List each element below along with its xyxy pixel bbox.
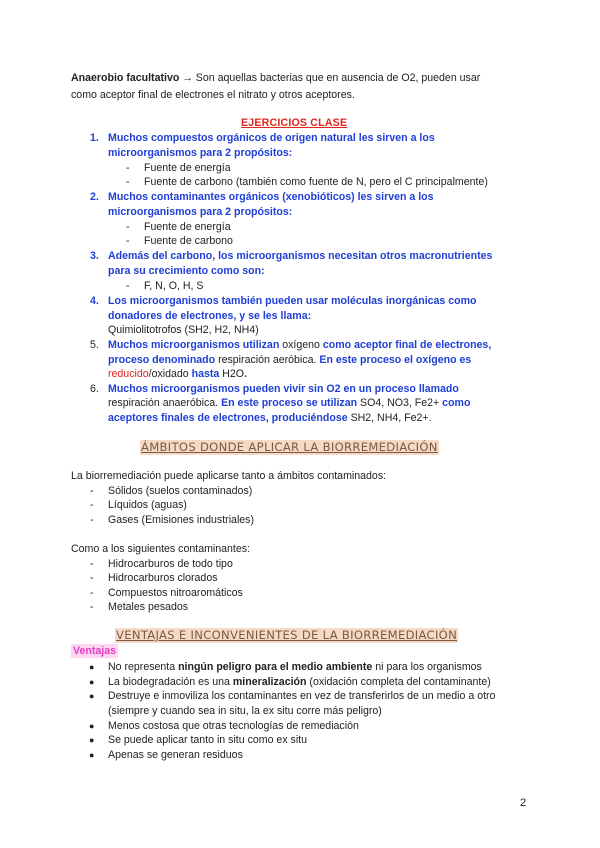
item-6-line-1: Muchos microorganismos pueden vivir sin O2 en un proceso llamado [108,383,459,395]
item-2-line-1: Muchos contaminantes orgánicos (xenobióticos) les sirven a los [108,191,434,203]
ventaja-1-c: ni para los organismos [372,661,482,673]
contaminante-item-3: Compuestos nitroaromáticos [108,587,243,599]
ejercicios-title: EJERCICIOS CLASE [241,117,348,129]
ventaja-6: Apenas se generan residuos [108,749,243,761]
ventaja-2-b: mineralización [232,676,307,688]
item-5-l2b: respiración aeróbica. [218,354,320,366]
dash-icon: - [90,514,94,526]
item-6-line-3 [108,411,432,425]
item-5-line-2 [108,353,471,367]
item-3-line-2: para su crecimiento como son: [108,265,265,277]
item-4-number: 4. [90,295,99,307]
dash-icon: - [90,499,94,511]
dash-icon: - [90,572,94,584]
dash-icon: - [126,235,130,247]
item-5-l3d: H2O [222,368,245,380]
ambitos-item-3: Gases (Emisiones industriales) [108,514,255,526]
item-5-l3e: . [244,368,248,380]
item-6-l2a: respiración anaeróbica. [108,397,222,409]
item-5-l1b: oxígeno [282,339,323,351]
intro-term: Anaerobio facultativo [71,72,180,84]
dash-icon: - [126,162,130,174]
contaminantes-intro: Como a los siguientes contaminantes: [71,543,251,555]
item-2-sub-1: Fuente de energía [144,221,231,233]
item-3-number: 3. [90,250,99,262]
ventaja-2 [108,675,491,689]
item-5-l1a: Muchos microorganismos utilizan [108,339,283,351]
ambitos-heading: ÁMBITOS DONDE APLICAR LA BIORREMEDIACIÓN [141,440,438,454]
ambitos-item-2: Líquidos (aguas) [108,499,187,511]
bullet-icon: ● [89,750,95,760]
item-4-line-2: donadores de electrones, y se les llama: [108,310,312,322]
item-5-l3b: /oxidado [148,368,192,380]
ventajas-heading: VENTAJAS E INCONVENIENTES DE LA BIORREMEDIACIÓN [116,628,458,642]
item-2-sub-2: Fuente de carbono [144,235,233,247]
item-1-sub-2: Fuente de carbono (también como fuente de N, pero el C principalmente) [144,176,488,188]
item-6-l2c: SO4, NO3, Fe2+ [360,397,443,409]
ventaja-1-a: No representa [108,661,179,673]
item-5-l2a: proceso denominado [108,354,219,366]
item-3-sub-1: F, N, O, H, S [144,280,204,292]
intro-line-1 [71,71,480,85]
item-4-plain: Quimiolitotrofos (SH2, H2, NH4) [108,324,259,336]
dash-icon: - [90,587,94,599]
bullet-icon: ● [89,662,95,672]
dash-icon: - [90,485,94,497]
item-2-line-2: microorganismos para 2 propósitos: [108,206,293,218]
contaminante-item-1: Hidrocarburos de todo tipo [108,558,233,570]
dash-icon: - [126,280,130,292]
item-6-l3b: SH2, NH4, Fe2+. [350,412,432,424]
ventaja-1 [108,660,482,674]
intro-rest: Son aquellas bacterias que en ausencia de O2, pueden usar [195,72,481,84]
item-5-line-3 [108,367,247,381]
dash-icon: - [90,558,94,570]
ambitos-item-1: Sólidos (suelos contaminados) [108,485,253,497]
item-1-sub-1: Fuente de energía [144,162,231,174]
bullet-icon: ● [89,735,95,745]
item-6-line-2 [108,396,470,410]
item-6-l3a: aceptores finales de electrones, produciéndose [108,412,351,424]
page-number: 2 [520,797,527,809]
item-6-number: 6. [90,383,99,395]
ventaja-3-line-2: (siempre y cuando sea in situ, la ex situ corre más peligro) [108,705,382,717]
item-5-line-1 [108,338,491,352]
ventaja-3-line-1: Destruye e inmoviliza los contaminantes en vez de transferirlos de un medio a otro [108,690,496,702]
arrow-icon: → [179,72,196,84]
dash-icon: - [126,221,130,233]
dash-icon: - [90,601,94,613]
ventaja-2-c: (oxidación completa del contaminante) [306,676,491,688]
ventaja-5: Se puede aplicar tanto in situ como ex situ [108,734,308,746]
item-1-number: 1. [90,132,99,144]
ventaja-2-a: La biodegradación es una [108,676,233,688]
bullet-icon: ● [89,677,95,687]
ventaja-1-b: ningún peligro para el medio ambiente [178,661,373,673]
item-5-l3a: reducido [108,368,149,380]
contaminante-item-4: Metales pesados [108,601,189,613]
item-3-line-1: Además del carbono, los microorganismos necesitan otros macronutrientes [108,250,493,262]
bullet-icon: ● [89,691,95,701]
item-5-l2c: En este proceso el oxígeno es [319,354,472,366]
ambitos-intro: La biorremediación puede aplicarse tanto a ámbitos contaminados: [71,470,387,482]
item-5-l3c: hasta [191,368,223,380]
bullet-icon: ● [89,721,95,731]
item-6-l2d: como [442,397,471,409]
item-4-line-1: Los microorganismos también pueden usar moléculas inorgánicas como [108,295,477,307]
item-5-l1c: como aceptor final de electrones, [322,339,492,351]
item-1-line-1: Muchos compuestos orgánicos de origen natural les sirven a los [108,132,435,144]
ventajas-label: Ventajas [73,645,116,657]
item-1-line-2: microorganismos para 2 propósitos: [108,147,293,159]
ventaja-4: Menos costosa que otras tecnologías de remediación [108,720,359,732]
dash-icon: - [126,176,130,188]
item-2-number: 2. [90,191,99,203]
contaminante-item-2: Hidrocarburos clorados [108,572,218,584]
intro-line-2: como aceptor final de electrones el nitrato y otros aceptores. [71,89,355,101]
item-6-l2b: En este proceso se utilizan [221,397,361,409]
item-5-number: 5. [90,339,99,351]
